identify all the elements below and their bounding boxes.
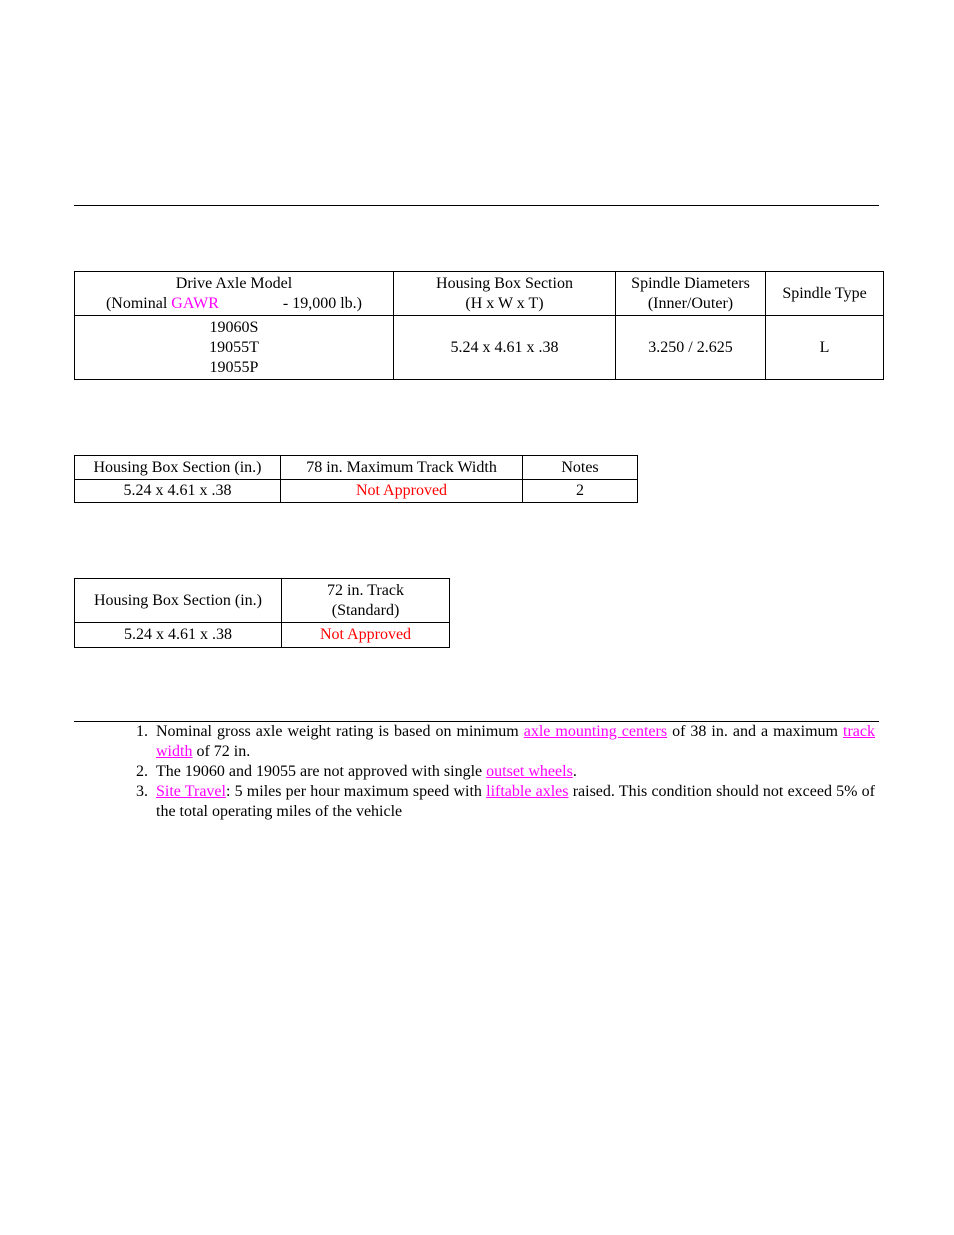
cell-housing: 5.24 x 4.61 x .38: [75, 480, 281, 503]
table-row: [75, 623, 450, 648]
table-row: [75, 480, 638, 503]
cell-housing: 5.24 x 4.61 x .38: [394, 316, 616, 380]
liftable-axles-link[interactable]: liftable axles: [486, 783, 569, 800]
footnote-1: 1. Nominal gross axle weight rating is based on minimum axle mounting centers of 38 in. and a maximum track width of 72 in.: [136, 723, 875, 760]
header-spindle-diameters: Spindle Diameters (Inner/Outer): [616, 272, 766, 316]
cell-housing: 5.24 x 4.61 x .38: [75, 623, 282, 648]
header-notes: Notes: [523, 456, 638, 480]
axle-spec-table: [74, 271, 884, 380]
cell-spindle-type: L: [766, 316, 884, 380]
header-housing: Housing Box Section (in.): [75, 456, 281, 480]
header-housing: Housing Box Section (in.): [75, 579, 282, 623]
outset-wheels-link[interactable]: outset wheels: [486, 763, 573, 780]
header-model-line2: (Nominal GAWR - 19,000 lb.): [105, 294, 363, 312]
footnotes: [74, 721, 879, 822]
header-model-line1: Drive Axle Model: [175, 274, 293, 292]
footnote-3: 3. Site Travel: 5 miles per hour maximum speed with liftable axles raised. This condition should not exceed 5% of the total operating miles of the vehicle: [136, 783, 876, 820]
footnote-2: 2. The 19060 and 19055 are not approved with single outset wheels.: [136, 763, 577, 780]
cell-spindle-diameters: 3.250 / 2.625: [616, 316, 766, 380]
top-divider: [74, 205, 879, 206]
track-width-72-table: [74, 578, 450, 648]
axle-mounting-centers-link[interactable]: axle mounting centers: [523, 723, 668, 740]
header-72-track: 72 in. Track (Standard): [282, 579, 450, 623]
track-width-link[interactable]: track width: [156, 723, 875, 760]
table-row: [75, 316, 884, 380]
header-housing-box-section: Housing Box Section (H x W x T): [394, 272, 616, 316]
gawr-term[interactable]: GAWR: [171, 294, 219, 312]
header-spindle-type: Spindle Type: [766, 272, 884, 316]
status-not-approved: Not Approved: [281, 480, 523, 503]
site-travel-link[interactable]: Site Travel: [156, 783, 226, 800]
status-not-approved: Not Approved: [282, 623, 450, 648]
track-width-78-table: [74, 455, 638, 503]
header-drive-axle-model: [75, 272, 394, 316]
cell-notes: 2: [523, 480, 638, 503]
header-78-track: 78 in. Maximum Track Width: [281, 456, 523, 480]
cell-models: 19060S 19055T 19055P: [75, 316, 394, 380]
